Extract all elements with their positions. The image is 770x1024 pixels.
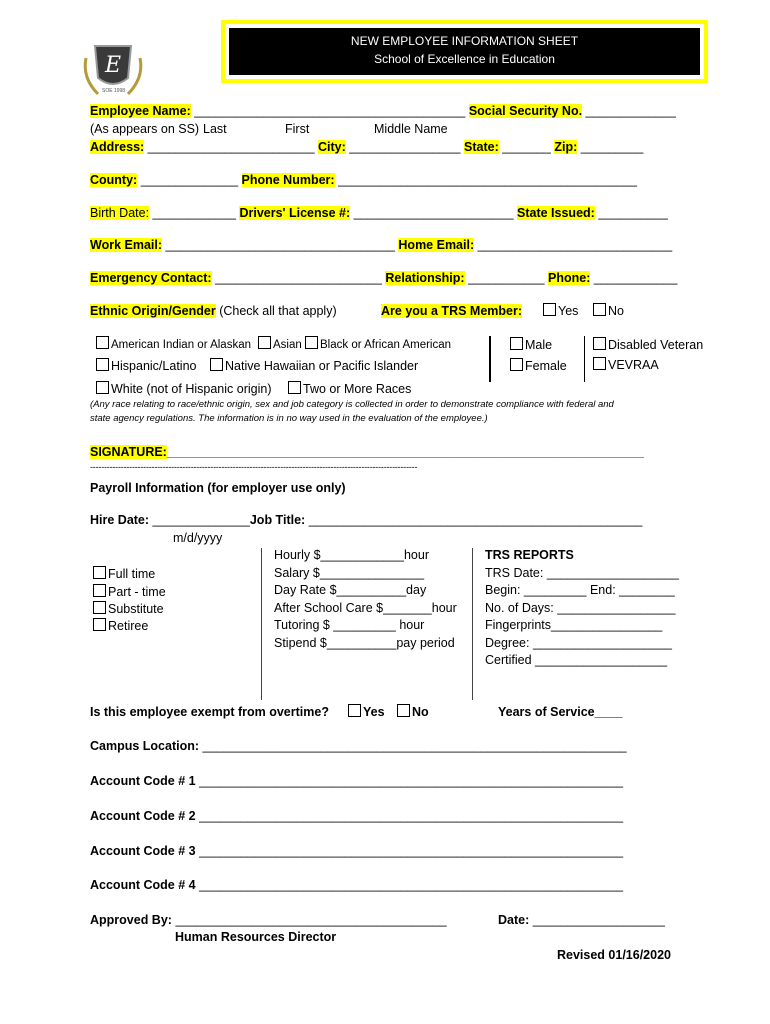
employment-checkbox[interactable] [93, 584, 106, 597]
state-issued-label: State Issued: [517, 206, 595, 220]
hr-director-caption: Human Resources Director [175, 930, 337, 944]
pay-tutoring[interactable]: Tutoring $ _________ hour [274, 618, 425, 632]
trs-begin-end-field[interactable]: Begin: _________ End: ________ [485, 583, 675, 597]
race-label: White (not of Hispanic origin) [111, 382, 272, 396]
county-row [90, 173, 637, 187]
payroll-title: Payroll Information (for employer use only) [90, 481, 346, 495]
trs-days-field[interactable]: No. of Days: _________________ [485, 601, 676, 615]
school-logo [78, 38, 148, 100]
exempt-no-option[interactable] [397, 704, 429, 719]
pay-stipend[interactable]: Stipend $__________pay period [274, 636, 455, 650]
home-email-label: Home Email: [398, 238, 475, 252]
trs-no-checkbox[interactable] [593, 303, 606, 316]
pay-hourly[interactable]: Hourly $____________hour [274, 548, 429, 562]
race-label: Asian [273, 339, 302, 351]
race-american-indian[interactable] [96, 336, 251, 351]
approved-row [90, 913, 447, 927]
work-email-field[interactable]: _________________________________ [165, 238, 395, 252]
exempt-no-label: No [412, 705, 429, 719]
gender-checkbox[interactable] [510, 358, 523, 371]
disclaimer-line-2: state agency regulations. The information is in no way used in the evaluation of the employee.) [90, 413, 488, 424]
divider [261, 548, 262, 700]
hire-date-field[interactable]: ______________ [152, 513, 250, 527]
employment-label: Substitute [108, 602, 164, 616]
divider [584, 336, 585, 382]
birth-row [90, 206, 668, 220]
account-code-label: Account Code # 4 [90, 878, 196, 892]
exempt-question: Is this employee exempt from overtime? [90, 705, 329, 719]
job-title-label: Job Title: [249, 513, 306, 527]
county-field[interactable]: ______________ [140, 173, 239, 187]
school-name: School of Excellence in Education [374, 52, 555, 66]
employment-retiree[interactable] [93, 618, 148, 633]
employment-label: Full time [108, 567, 156, 581]
phone-number-label: Phone Number: [241, 173, 335, 187]
account-code-field[interactable]: _____________________________________________________________ [199, 809, 624, 823]
date-format-caption: m/d/yyyy [173, 531, 223, 545]
race-checkbox[interactable] [96, 336, 109, 349]
birth-date-label: Birth Date: [90, 206, 150, 220]
gender-male[interactable] [510, 337, 552, 352]
address-field[interactable]: ________________________ [147, 140, 315, 154]
emergency-contact-label: Emergency Contact: [90, 271, 212, 285]
employment-label: Retiree [108, 619, 149, 633]
work-email-label: Work Email: [90, 238, 163, 252]
veteran-checkbox[interactable] [593, 337, 606, 350]
account-code-field[interactable]: _____________________________________________________________ [199, 844, 624, 858]
race-label: Native Hawaiian or Pacific Islander [225, 359, 419, 373]
account-code-label: Account Code # 3 [90, 844, 196, 858]
drivers-license-field[interactable]: _______________________ [353, 206, 514, 220]
phone-number-field[interactable]: ___________________________________________ [338, 173, 637, 187]
form-title: NEW EMPLOYEE INFORMATION SHEET [350, 34, 579, 48]
race-hawaiian[interactable] [210, 358, 418, 373]
race-checkbox[interactable] [305, 336, 318, 349]
employment-full-time[interactable] [93, 566, 155, 581]
first-name-caption: First [285, 122, 310, 136]
employment-substitute[interactable] [93, 601, 164, 616]
employee-name-field[interactable]: _______________________________________ [194, 104, 466, 118]
pay-day-rate[interactable]: Day Rate $__________day [274, 583, 427, 597]
birth-date-field[interactable]: ____________ [152, 206, 236, 220]
account-code-field[interactable]: _____________________________________________________________ [199, 878, 624, 892]
race-asian[interactable] [258, 336, 302, 351]
approval-date-row [498, 913, 665, 927]
ethnic-origin-label: Ethnic Origin/Gender [90, 304, 216, 318]
employment-checkbox[interactable] [93, 566, 106, 579]
email-row [90, 238, 672, 252]
relationship-label: Relationship: [385, 271, 465, 285]
as-appears-note: (As appears on SS) [90, 122, 200, 136]
relationship-field[interactable]: ___________ [468, 271, 545, 285]
ethnic-row [90, 304, 337, 318]
gender-label: Female [525, 359, 567, 373]
middle-name-caption: Middle Name [374, 122, 448, 136]
employment-checkbox[interactable] [93, 601, 106, 614]
race-black[interactable] [305, 336, 451, 351]
trs-reports-title: TRS REPORTS [485, 548, 574, 562]
account-code-label: Account Code # 2 [90, 809, 196, 823]
exempt-no-checkbox[interactable] [397, 704, 410, 717]
trs-fingerprints-field[interactable]: Fingerprints________________ [485, 618, 663, 632]
employee-name-label: Employee Name: [90, 104, 191, 118]
campus-row [90, 739, 627, 753]
trs-yes-label: Yes [558, 304, 579, 318]
campus-location-field[interactable]: _____________________________________________________________ [202, 739, 627, 753]
race-label: Two or More Races [303, 382, 412, 396]
job-title-field[interactable]: ________________________________________________ [308, 513, 643, 527]
ssn-label: Social Security No. [468, 104, 583, 118]
trs-member-label: Are you a TRS Member: [381, 304, 523, 318]
veteran-disabled[interactable] [593, 337, 703, 352]
hire-row [90, 513, 642, 527]
state-field[interactable]: _______ [502, 140, 551, 154]
employment-part-time[interactable] [93, 584, 166, 599]
account-code-label: Account Code # 1 [90, 774, 196, 788]
approved-by-label: Approved By: [90, 913, 172, 927]
logo-text: SOE 1998 [102, 88, 126, 94]
race-checkbox[interactable] [288, 381, 301, 394]
race-white[interactable] [96, 381, 271, 396]
race-two-or-more[interactable] [288, 381, 411, 396]
race-checkbox[interactable] [258, 336, 271, 349]
veteran-label: Disabled Veteran [608, 338, 704, 352]
race-hispanic[interactable] [96, 358, 196, 373]
account-code-row [90, 774, 623, 788]
signature-row [90, 445, 644, 459]
exempt-yes-label: Yes [363, 705, 385, 719]
ssn-field[interactable]: _____________ [585, 104, 676, 118]
emergency-phone-label: Phone: [548, 271, 591, 285]
zip-field[interactable]: _________ [580, 140, 644, 154]
revision-date: Revised 01/16/2020 [557, 948, 671, 962]
gender-female[interactable] [510, 358, 567, 373]
hire-date-label: Hire Date: [90, 513, 150, 527]
address-row [90, 140, 643, 154]
zip-label: Zip: [554, 140, 578, 154]
home-email-field[interactable]: ____________________________ [477, 238, 673, 252]
state-label: State: [464, 140, 499, 154]
trs-no-option[interactable] [593, 303, 624, 318]
pay-salary[interactable]: Salary $_______________ [274, 566, 425, 580]
divider [489, 336, 491, 382]
employment-label: Part - time [108, 585, 166, 599]
account-code-row [90, 878, 623, 892]
emergency-phone-field[interactable]: ____________ [593, 271, 678, 285]
veteran-vevraa[interactable] [593, 357, 659, 372]
signature-field[interactable]: ______________________________________________________________________________ [166, 447, 645, 459]
last-name-caption: Last [203, 122, 227, 136]
city-label: City: [318, 140, 346, 154]
city-field[interactable]: ________________ [349, 140, 461, 154]
race-label: American Indian or Alaskan [111, 339, 251, 351]
county-label: County: [90, 173, 138, 187]
account-code-field[interactable]: _____________________________________________________________ [199, 774, 624, 788]
race-checkbox[interactable] [96, 381, 109, 394]
address-label: Address: [90, 140, 145, 154]
race-checkbox[interactable] [96, 358, 109, 371]
employee-name-row [90, 104, 676, 118]
exempt-yes-option[interactable] [348, 704, 385, 719]
campus-location-label: Campus Location: [90, 739, 200, 753]
divider [472, 548, 473, 700]
gender-label: Male [525, 338, 553, 352]
disclaimer-line-1: (Any race relating to race/ethnic origin, sex and job category is collected in order to demonstrate compliance with federal and [90, 399, 614, 410]
pay-after-school[interactable]: After School Care $_______hour [274, 601, 457, 615]
approved-by-field[interactable]: _______________________________________ [175, 913, 447, 927]
trs-date-field[interactable]: TRS Date: ___________________ [485, 566, 679, 580]
drivers-license-label: Drivers' License #: [239, 206, 351, 220]
trs-degree-field[interactable]: Degree: ____________________ [485, 636, 672, 650]
race-label: Black or African American [320, 339, 452, 351]
account-code-row [90, 809, 623, 823]
veteran-checkbox[interactable] [593, 357, 606, 370]
svg-text:E: E [104, 53, 122, 78]
state-issued-field[interactable]: __________ [598, 206, 668, 220]
approval-date-field[interactable]: ___________________ [532, 913, 665, 927]
race-checkbox[interactable] [210, 358, 223, 371]
employment-checkbox[interactable] [93, 618, 106, 631]
signature-label: SIGNATURE: [90, 445, 167, 459]
emergency-row [90, 271, 677, 285]
account-code-row [90, 844, 623, 858]
race-label: Hispanic/Latino [111, 359, 197, 373]
veteran-label: VEVRAA [608, 358, 659, 372]
emergency-contact-field[interactable]: ________________________ [215, 271, 382, 285]
trs-yes-checkbox[interactable] [543, 303, 556, 316]
trs-no-label: No [608, 304, 624, 318]
exempt-yes-checkbox[interactable] [348, 704, 361, 717]
trs-certified-field[interactable]: Certified ___________________ [485, 653, 668, 667]
trs-yes-option[interactable] [543, 303, 578, 318]
years-of-service-field[interactable]: Years of Service____ [498, 705, 623, 719]
gender-checkbox[interactable] [510, 337, 523, 350]
cut-line: --------------------------------------------------------------------------------------------------------------------- [90, 462, 418, 472]
form-header [229, 28, 700, 75]
approval-date-label: Date: [498, 913, 530, 927]
ethnic-note: (Check all that apply) [219, 304, 337, 318]
